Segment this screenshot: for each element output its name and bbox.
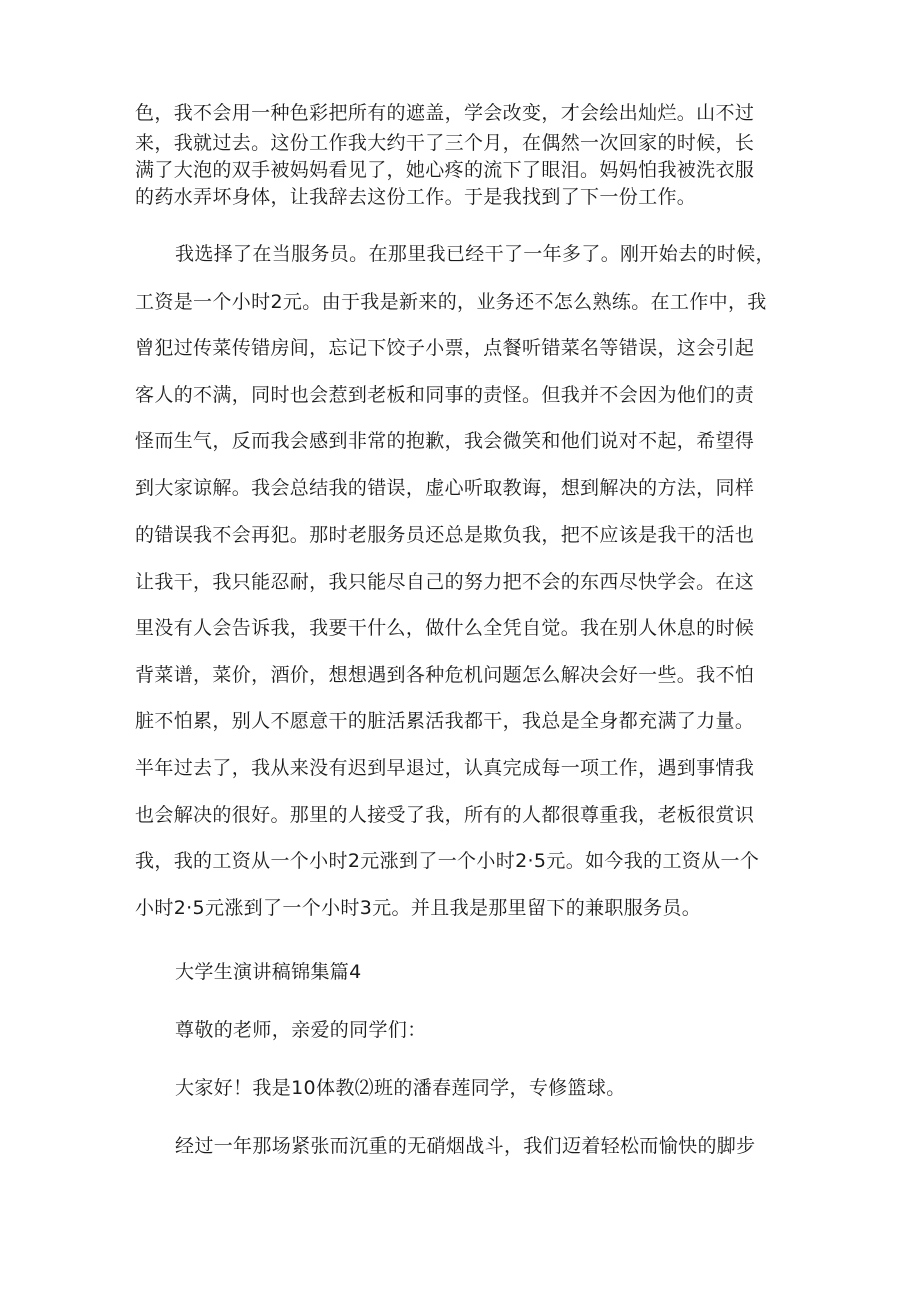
paragraph-2-line-4: 客人的不满，同时也会惹到老板和同事的责怪。但我并不会因为他们的责: [135, 384, 755, 406]
paragraph-1-line-4: 的药水弄坏身体，让我辞去这份工作。于是我找到了下一份工作。: [135, 186, 697, 208]
paragraph-2-line-9: 里没有人会告诉我，我要干什么，做什么全凭自觉。我在别人休息的时候: [135, 617, 755, 639]
paragraph-2-line-15: 小时2·5元涨到了一个小时3元。并且我是那里留下的兼职服务员。: [135, 897, 702, 919]
paragraph-2-line-2: 工资是一个小时2元。由于我是新来的，业务还不怎么熟练。在工作中，我: [135, 291, 767, 313]
paragraph-2-line-14: 我，我的工资从一个小时2元涨到了一个小时2·5元。如今我的工资从一个: [135, 850, 760, 872]
paragraph-2-line-5: 怪而生气，反而我会感到非常的抱歉，我会微笑和他们说对不起，希望得: [135, 430, 755, 452]
salutation: 尊敬的老师，亲爱的同学们：: [175, 1019, 427, 1041]
paragraph-2-line-3: 曾犯过传菜传错房间，忘记下饺子小票，点餐听错菜名等错误，这会引起: [135, 337, 755, 359]
paragraph-1-line-2: 来，我就过去。这份工作我大约干了三个月，在偶然一次回家的时候，长: [135, 132, 755, 154]
greeting: 大家好！我是10体教⑵班的潘春莲同学，专修篮球。: [175, 1077, 626, 1099]
paragraph-2-line-12: 半年过去了，我从来没有迟到早退过，认真完成每一项工作，遇到事情我: [135, 757, 755, 779]
paragraph-1-line-1: 色，我不会用一种色彩把所有的遮盖，学会改变，才会绘出灿烂。山不过: [135, 102, 755, 124]
closing-line: 经过一年那场紧张而沉重的无硝烟战斗，我们迈着轻松而愉快的脚步: [175, 1135, 756, 1157]
paragraph-2-line-8: 让我干，我只能忍耐，我只能尽自己的努力把不会的东西尽快学会。在这: [135, 571, 755, 593]
section-heading: 大学生演讲稿锦集篇4: [175, 961, 362, 983]
paragraph-2-line-10: 背菜谱，菜价，酒价，想想遇到各种危机问题怎么解决会好一些。我不怕: [135, 664, 755, 686]
paragraph-2-line-13: 也会解决的很好。那里的人接受了我，所有的人都很尊重我，老板很赏识: [135, 804, 755, 826]
paragraph-2-line-1: 我选择了在当服务员。在那里我已经干了一年多了。刚开始去的时候，: [175, 243, 775, 265]
paragraph-2-line-6: 到大家谅解。我会总结我的错误，虚心听取教诲，想到解决的方法，同样: [135, 477, 755, 499]
paragraph-2-line-7: 的错误我不会再犯。那时老服务员还总是欺负我，把不应该是我干的活也: [135, 524, 755, 546]
paragraph-1-line-3: 满了大泡的双手被妈妈看见了，她心疼的流下了眼泪。妈妈怕我被洗衣服: [135, 159, 755, 181]
paragraph-2-line-11: 脏不怕累，别人不愿意干的脏活累活我都干，我总是全身都充满了力量。: [135, 710, 755, 732]
